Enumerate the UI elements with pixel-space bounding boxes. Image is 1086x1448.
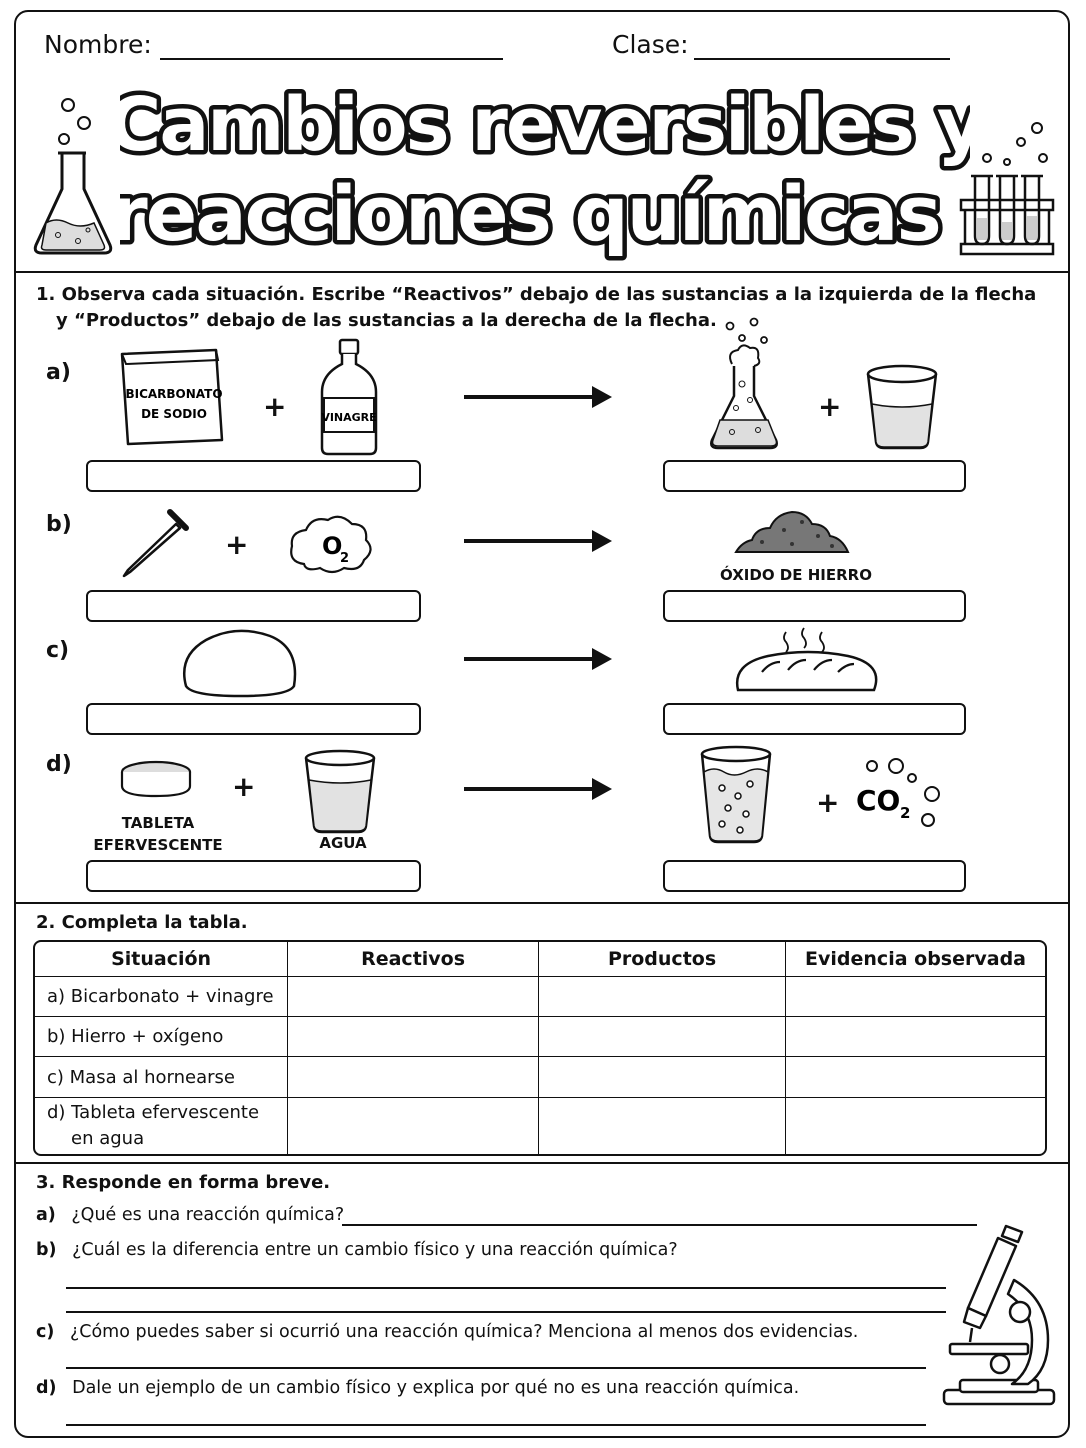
reactants-cell[interactable] bbox=[288, 977, 539, 1017]
test-tubes-icon bbox=[955, 118, 1060, 260]
plus-sign: + bbox=[225, 528, 249, 561]
tablet-label-1: TABLETA bbox=[121, 814, 195, 832]
row-b-letter: b) bbox=[46, 512, 72, 537]
products-cell[interactable] bbox=[539, 1098, 786, 1154]
evidence-cell[interactable] bbox=[786, 1017, 1045, 1057]
summary-table bbox=[33, 940, 1047, 1156]
question-letter: a) bbox=[36, 1205, 56, 1225]
divider bbox=[14, 1162, 1070, 1164]
section1-heading-line1: 1. Observa cada situación. Escribe “Reactivos” debajo de las sustancias a la izquierda de la flecha bbox=[36, 284, 1037, 305]
question-text: ¿Cómo puedes saber si ocurrió una reacción química? Menciona al menos dos evidencias. bbox=[69, 1322, 859, 1342]
question-text: ¿Qué es una reacción química? bbox=[71, 1205, 345, 1225]
section1-heading-line2: y “Productos” debajo de las sustancias a la derecha de la flecha. bbox=[56, 310, 717, 331]
table-row bbox=[35, 1057, 1045, 1098]
microscope-icon bbox=[940, 1224, 1058, 1410]
products-answer-box[interactable] bbox=[663, 703, 966, 735]
dough-icon bbox=[180, 628, 300, 700]
evidence-cell[interactable] bbox=[786, 977, 1045, 1017]
arrow-right-icon bbox=[462, 528, 614, 554]
column-header: Evidencia observada bbox=[786, 942, 1045, 977]
title-line-1: Cambios reversibles y bbox=[120, 82, 970, 168]
name-field[interactable] bbox=[160, 58, 503, 60]
reactants-cell[interactable] bbox=[288, 1057, 539, 1098]
question-d bbox=[36, 1378, 799, 1398]
water-label: AGUA bbox=[319, 834, 367, 852]
column-header: Productos bbox=[539, 942, 786, 977]
plus-sign: + bbox=[818, 390, 842, 423]
column-header: Situación bbox=[35, 942, 288, 977]
answer-line[interactable] bbox=[66, 1287, 946, 1289]
flask-icon bbox=[28, 95, 118, 260]
water-glass-icon bbox=[864, 362, 944, 452]
reactants-answer-box[interactable] bbox=[86, 703, 421, 735]
carbon-dioxide-icon bbox=[852, 754, 944, 834]
situation-cell: c) Masa al hornearse bbox=[35, 1057, 288, 1098]
question-letter: d) bbox=[36, 1378, 57, 1398]
answer-line[interactable] bbox=[66, 1424, 926, 1426]
oxygen-label: O bbox=[322, 532, 343, 560]
reactants-answer-box[interactable] bbox=[86, 590, 421, 622]
table-row bbox=[35, 977, 1045, 1017]
plus-sign: + bbox=[232, 770, 256, 803]
table-row bbox=[35, 1017, 1045, 1057]
rust-pile-icon bbox=[732, 504, 854, 558]
section3-heading: 3. Responde en forma breve. bbox=[36, 1172, 331, 1193]
plus-sign: + bbox=[816, 786, 840, 819]
class-field[interactable] bbox=[694, 58, 950, 60]
products-cell[interactable] bbox=[539, 1057, 786, 1098]
situation-cell bbox=[35, 1098, 288, 1154]
question-b bbox=[36, 1240, 678, 1260]
reactants-cell[interactable] bbox=[288, 1017, 539, 1057]
column-header: Reactivos bbox=[288, 942, 539, 977]
question-letter: b) bbox=[36, 1240, 57, 1260]
water-glass-icon bbox=[302, 748, 382, 834]
oxygen-subscript: 2 bbox=[340, 551, 350, 566]
reactants-cell[interactable] bbox=[288, 1098, 539, 1154]
effervescent-tablet-icon bbox=[118, 758, 196, 804]
table-row bbox=[35, 1098, 1045, 1154]
name-label: Nombre: bbox=[44, 30, 152, 59]
row-d-letter: d) bbox=[46, 752, 72, 777]
evidence-cell[interactable] bbox=[786, 1098, 1045, 1154]
bag-label-2: DE SODIO bbox=[141, 407, 207, 421]
section2-heading: 2. Completa la tabla. bbox=[36, 912, 248, 933]
bottle-label: VINAGRE bbox=[321, 411, 377, 424]
plus-sign: + bbox=[263, 390, 287, 423]
baking-soda-bag-icon bbox=[112, 346, 232, 450]
reactants-answer-box[interactable] bbox=[86, 860, 421, 892]
question-a bbox=[36, 1205, 344, 1225]
situation-text-2: en agua bbox=[71, 1128, 145, 1149]
situation-cell: a) Bicarbonato + vinagre bbox=[35, 977, 288, 1017]
answer-line[interactable] bbox=[342, 1224, 977, 1226]
divider bbox=[14, 271, 1070, 273]
co2-subscript: 2 bbox=[900, 804, 911, 822]
row-c-letter: c) bbox=[46, 638, 70, 663]
products-answer-box[interactable] bbox=[663, 460, 966, 492]
page-title bbox=[120, 78, 970, 268]
products-cell[interactable] bbox=[539, 1017, 786, 1057]
reactants-answer-box[interactable] bbox=[86, 460, 421, 492]
answer-line[interactable] bbox=[66, 1367, 926, 1369]
tablet-label-2: EFERVESCENTE bbox=[93, 836, 223, 854]
answer-line[interactable] bbox=[66, 1311, 946, 1313]
bag-label-1: BICARBONATO bbox=[125, 387, 223, 401]
iron-oxide-label: ÓXIDO DE HIERRO bbox=[720, 566, 872, 584]
arrow-right-icon bbox=[462, 776, 614, 802]
situation-cell: b) Hierro + oxígeno bbox=[35, 1017, 288, 1057]
co2-label: CO bbox=[856, 784, 901, 817]
vinegar-bottle-icon bbox=[316, 338, 382, 458]
row-a-letter: a) bbox=[46, 360, 71, 385]
question-letter: c) bbox=[36, 1322, 55, 1342]
products-answer-box[interactable] bbox=[663, 590, 966, 622]
arrow-right-icon bbox=[462, 646, 614, 672]
oxygen-cloud-icon bbox=[286, 512, 376, 578]
question-c bbox=[36, 1322, 858, 1342]
bubbling-flask-icon bbox=[702, 316, 786, 456]
divider bbox=[14, 902, 1070, 904]
products-cell[interactable] bbox=[539, 977, 786, 1017]
question-text: ¿Cuál es la diferencia entre un cambio físico y una reacción química? bbox=[72, 1240, 678, 1260]
arrow-right-icon bbox=[462, 384, 614, 410]
evidence-cell[interactable] bbox=[786, 1057, 1045, 1098]
table-header-row bbox=[35, 942, 1045, 977]
title-line-2: reacciones químicas bbox=[120, 169, 940, 258]
baked-bread-icon bbox=[732, 626, 880, 698]
situation-text-1: d) Tableta efervescente bbox=[47, 1102, 260, 1123]
tablet-label bbox=[88, 812, 228, 856]
class-label: Clase: bbox=[612, 30, 689, 59]
fizzing-glass-icon bbox=[698, 744, 778, 846]
question-text: Dale un ejemplo de un cambio físico y explica por qué no es una reacción química. bbox=[72, 1378, 800, 1398]
iron-nail-icon bbox=[118, 506, 190, 578]
products-answer-box[interactable] bbox=[663, 860, 966, 892]
